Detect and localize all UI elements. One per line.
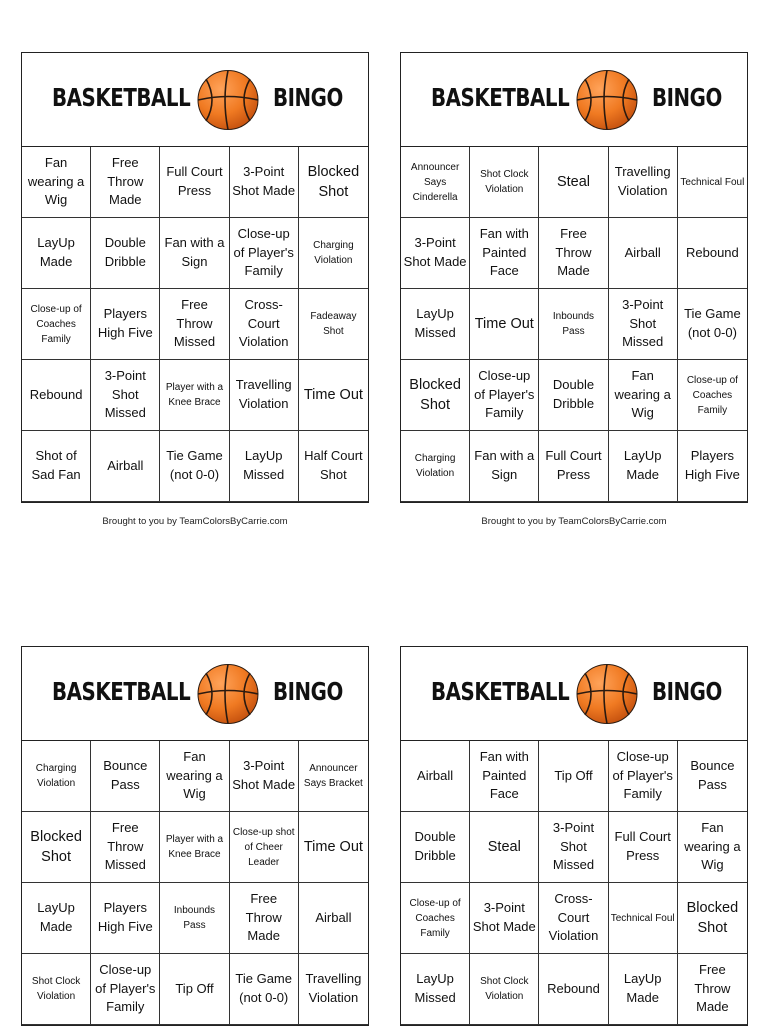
bingo-cell: Travelling Violation [230, 360, 299, 431]
bingo-cell: Double Dribble [401, 812, 470, 883]
bingo-cell: 3-Point Shot Missed [539, 812, 608, 883]
bingo-cell: 3-Point Shot Made [230, 147, 299, 218]
bingo-grid [22, 147, 368, 502]
bingo-cell: Free Throw Missed [91, 812, 160, 883]
bingo-cell: 3-Point Shot Made [230, 741, 299, 812]
bingo-cell: Close-up of Coaches Family [678, 360, 747, 431]
bingo-cell: Time Out [470, 289, 539, 360]
bingo-card [400, 52, 748, 503]
bingo-cell: Technical Foul [609, 883, 678, 954]
card-header [22, 53, 368, 147]
card-title-bingo: BINGO [652, 677, 722, 706]
bingo-cell: Players High Five [91, 883, 160, 954]
bingo-cell: Free Throw Made [91, 147, 160, 218]
card-title-bingo: BINGO [652, 83, 722, 112]
bingo-cell: Travelling Violation [609, 147, 678, 218]
card-title-bingo: BINGO [273, 83, 343, 112]
bingo-cell: Shot of Sad Fan [22, 431, 91, 502]
bingo-cell: Fan with Painted Face [470, 741, 539, 812]
bingo-cell: LayUp Made [609, 954, 678, 1025]
basketball-icon [575, 663, 639, 725]
basketball-icon [196, 663, 260, 725]
bingo-cell: Airball [299, 883, 368, 954]
bingo-cell: Close-up of Player's Family [230, 218, 299, 289]
bingo-cell: Travelling Violation [299, 954, 368, 1025]
bingo-cell: Close-up of Coaches Family [401, 883, 470, 954]
card-header [22, 647, 368, 741]
bingo-cell: Airball [609, 218, 678, 289]
card-title-basketball: BASKETBALL [52, 677, 191, 706]
bingo-grid [401, 741, 747, 1025]
bingo-cell: Blocked Shot [299, 147, 368, 218]
bingo-cell: Fan with a Sign [470, 431, 539, 502]
bingo-cell: Tie Game (not 0-0) [160, 431, 229, 502]
card-title-basketball: BASKETBALL [431, 83, 570, 112]
bingo-cell: Blocked Shot [22, 812, 91, 883]
bingo-cell: 3-Point Shot Made [470, 883, 539, 954]
bingo-cell: Fan wearing a Wig [160, 741, 229, 812]
bingo-cell: Tip Off [539, 741, 608, 812]
bingo-cell: Fan wearing a Wig [609, 360, 678, 431]
bingo-cell: 3-Point Shot Missed [91, 360, 160, 431]
bingo-cell: Charging Violation [22, 741, 91, 812]
bingo-cell: LayUp Made [22, 218, 91, 289]
bingo-cell: Airball [401, 741, 470, 812]
bingo-cell: Player with a Knee Brace [160, 360, 229, 431]
bingo-grid [401, 147, 747, 502]
bingo-grid [22, 741, 368, 1025]
card-title-basketball: BASKETBALL [431, 677, 570, 706]
bingo-card [21, 646, 369, 1026]
bingo-cell: Full Court Press [609, 812, 678, 883]
bingo-cell: Full Court Press [160, 147, 229, 218]
bingo-cell: Close-up of Player's Family [470, 360, 539, 431]
bingo-cell: Cross-Court Violation [230, 289, 299, 360]
bingo-cell: Fan with Painted Face [470, 218, 539, 289]
bingo-cell: LayUp Missed [401, 289, 470, 360]
basketball-icon [575, 69, 639, 131]
bingo-cell: Time Out [299, 812, 368, 883]
bingo-cell: Shot Clock Violation [470, 954, 539, 1025]
bingo-cell: Inbounds Pass [539, 289, 608, 360]
bingo-cell: Bounce Pass [91, 741, 160, 812]
bingo-cell: Close-up shot of Cheer Leader [230, 812, 299, 883]
bingo-cell: Bounce Pass [678, 741, 747, 812]
bingo-cell: Tie Game (not 0-0) [678, 289, 747, 360]
bingo-cell: Close-up of Coaches Family [22, 289, 91, 360]
bingo-cell: Fan wearing a Wig [678, 812, 747, 883]
bingo-cell: Airball [91, 431, 160, 502]
bingo-cell: Cross-Court Violation [539, 883, 608, 954]
bingo-cell: LayUp Missed [230, 431, 299, 502]
bingo-cell: Tip Off [160, 954, 229, 1025]
bingo-cell: Charging Violation [401, 431, 470, 502]
bingo-card [21, 52, 369, 503]
basketball-icon [196, 69, 260, 131]
bingo-cell: Fan with a Sign [160, 218, 229, 289]
bingo-cell: Rebound [22, 360, 91, 431]
bingo-cell: Players High Five [91, 289, 160, 360]
bingo-cell: Player with a Knee Brace [160, 812, 229, 883]
bingo-cell: Blocked Shot [678, 883, 747, 954]
bingo-cell: Steal [539, 147, 608, 218]
card-header [401, 647, 747, 741]
bingo-cell: Full Court Press [539, 431, 608, 502]
bingo-cell: Half Court Shot [299, 431, 368, 502]
bingo-cell: 3-Point Shot Made [401, 218, 470, 289]
bingo-cell: LayUp Missed [401, 954, 470, 1025]
bingo-cell: Tie Game (not 0-0) [230, 954, 299, 1025]
card-title-bingo: BINGO [273, 677, 343, 706]
card-header [401, 53, 747, 147]
bingo-cell: Inbounds Pass [160, 883, 229, 954]
bingo-cell: Close-up of Player's Family [91, 954, 160, 1025]
bingo-cell: Players High Five [678, 431, 747, 502]
bingo-cell: Fan wearing a Wig [22, 147, 91, 218]
bingo-cell: 3-Point Shot Missed [609, 289, 678, 360]
bingo-cell: Charging Violation [299, 218, 368, 289]
bingo-cell: Announcer Says Bracket [299, 741, 368, 812]
bingo-cell: Time Out [299, 360, 368, 431]
bingo-cell: Rebound [678, 218, 747, 289]
bingo-cell: Double Dribble [91, 218, 160, 289]
bingo-cell: Blocked Shot [401, 360, 470, 431]
bingo-cell: Free Throw Made [678, 954, 747, 1025]
bingo-card [400, 646, 748, 1026]
footer-credit: Brought to you by TeamColorsByCarrie.com [102, 516, 288, 527]
footer-credit: Brought to you by TeamColorsByCarrie.com [481, 516, 667, 527]
bingo-cell: Double Dribble [539, 360, 608, 431]
bingo-cell: Shot Clock Violation [22, 954, 91, 1025]
card-title-basketball: BASKETBALL [52, 83, 191, 112]
bingo-cell: LayUp Made [609, 431, 678, 502]
bingo-cell: Rebound [539, 954, 608, 1025]
bingo-cell: Close-up of Player's Family [609, 741, 678, 812]
bingo-cell: LayUp Made [22, 883, 91, 954]
bingo-cell: Free Throw Made [230, 883, 299, 954]
bingo-cell: Free Throw Missed [160, 289, 229, 360]
bingo-cell: Fadeaway Shot [299, 289, 368, 360]
bingo-cell: Steal [470, 812, 539, 883]
bingo-cell: Free Throw Made [539, 218, 608, 289]
bingo-cell: Announcer Says Cinderella [401, 147, 470, 218]
bingo-cell: Technical Foul [678, 147, 747, 218]
bingo-cell: Shot Clock Violation [470, 147, 539, 218]
